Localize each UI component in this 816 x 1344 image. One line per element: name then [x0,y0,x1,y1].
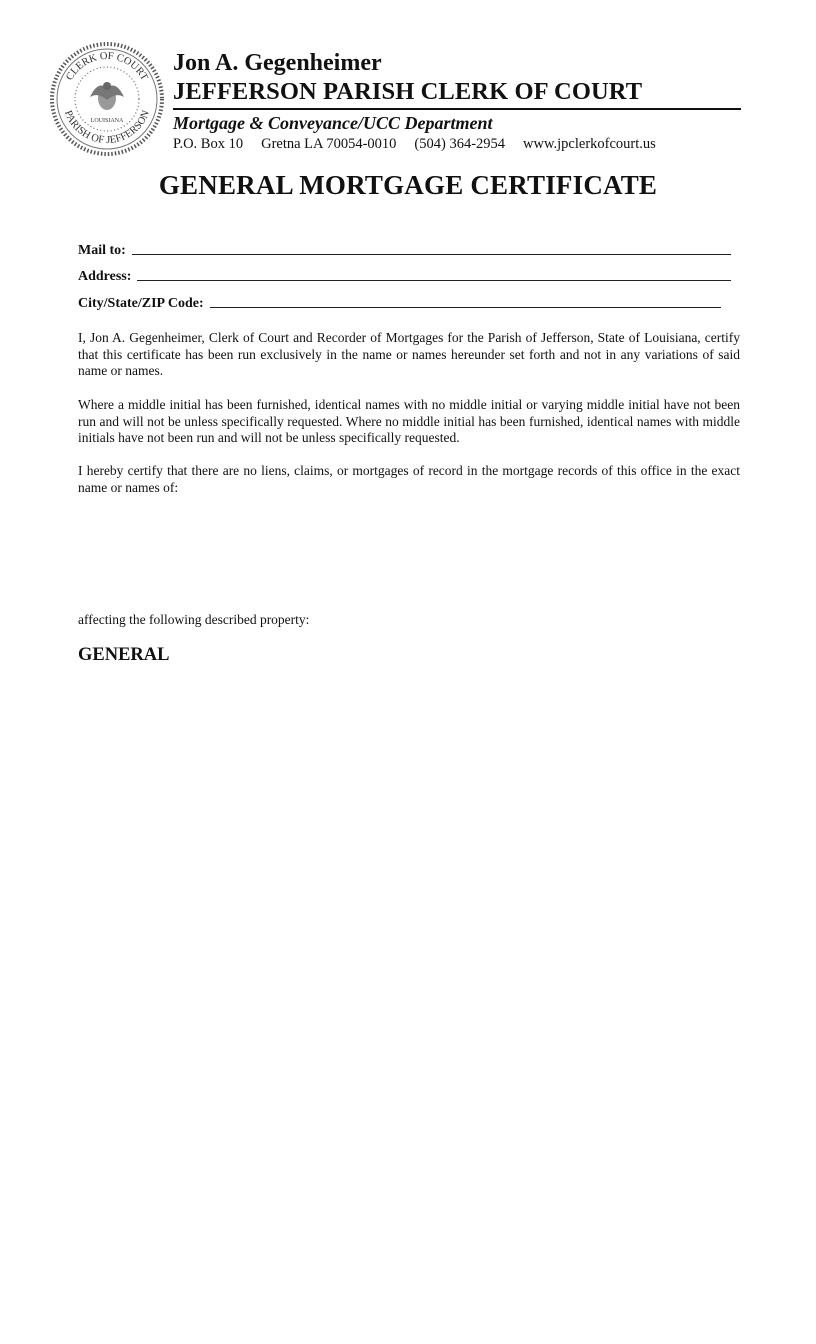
clerk-of-court-seal-icon [50,42,164,156]
city-state-zip-input-line[interactable] [210,306,721,308]
city-state-zip-label: City/State/ZIP Code: [78,295,204,311]
office-name: JEFFERSON PARISH CLERK OF COURT [173,78,741,110]
city-address: Gretna LA 70054-0010 [261,136,397,152]
svg-text:PARISH OF JEFFERSON: PARISH OF JEFFERSON [62,108,152,147]
website-link[interactable]: www.jpclerkofcourt.us [523,136,656,152]
svg-text:CLERK OF COURT: CLERK OF COURT [64,50,150,83]
address-field[interactable] [78,259,731,286]
department-name: Mortgage & Conveyance/UCC Department [173,113,493,133]
letterhead [173,48,741,153]
po-box: P.O. Box 10 [173,136,244,152]
property-intro: affecting the following described property: [78,612,310,627]
address-input-line[interactable] [137,279,731,281]
certification-paragraph: I, Jon A. Gegenheimer, Clerk of Court and Recorder of Mortgages for the Parish of Jefferson, State of Louisiana, certify that this certificate has been run exclusively in the name or names hereunder set forth and not in any variations of said name or names. [78,330,740,379]
phone-number: (504) 364-2954 [414,136,506,152]
mail-to-field[interactable] [78,232,731,259]
mailing-fields [78,232,733,312]
no-liens-paragraph: I hereby certify that there are no liens, claims, or mortgages of record in the mortgage records of this office in the exact name or names of: [78,463,740,495]
clerk-name: Jon A. Gegenheimer [173,50,382,76]
contact-info [173,135,741,153]
middle-initial-paragraph: Where a middle initial has been furnished, identical names with no middle initial or varying middle initial have not been run and will not be unless specifically requested. Where no middle initial has been furnished, identical names with middle initials have not been run and will not be unless specifically requested. [78,397,740,446]
mail-to-label: Mail to: [78,242,126,258]
property-description: GENERAL [78,645,170,665]
city-state-zip-field[interactable] [78,285,721,312]
page-title: GENERAL MORTGAGE CERTIFICATE [158,170,658,200]
svg-text:LOUISIANA: LOUISIANA [90,118,124,124]
address-label: Address: [78,269,132,284]
mail-to-input-line[interactable] [132,253,731,255]
